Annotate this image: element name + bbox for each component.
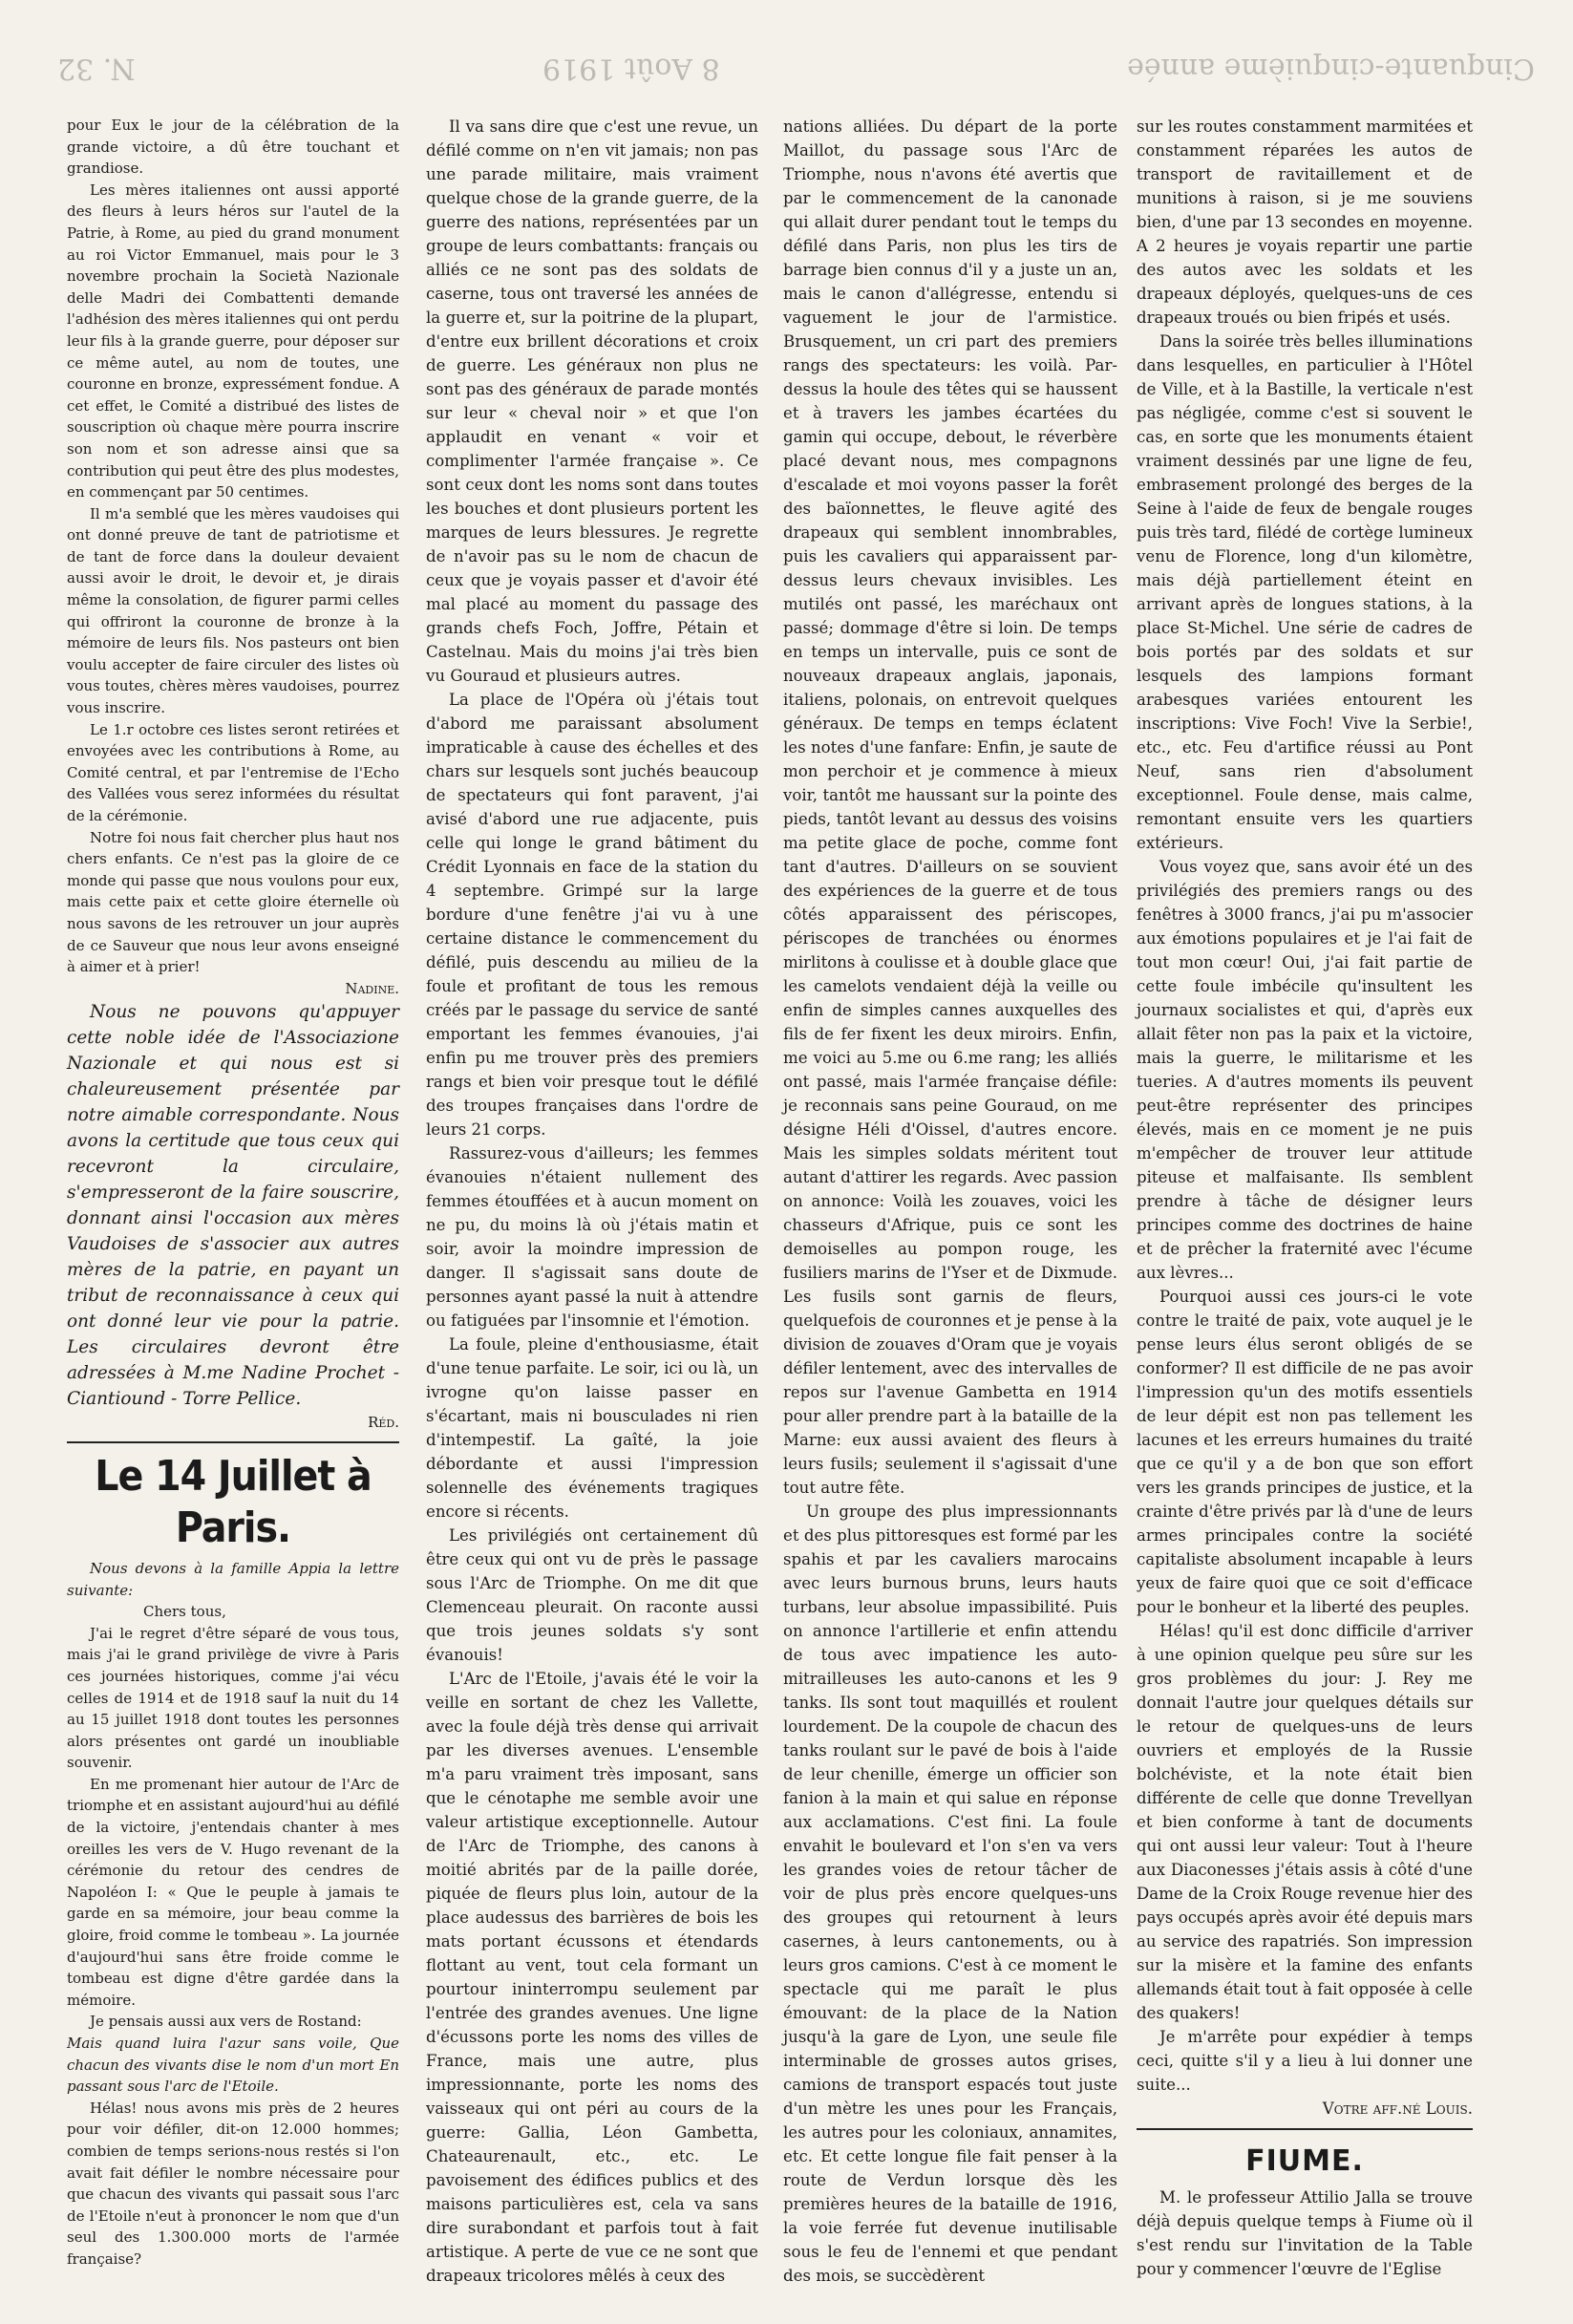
divider: [67, 1441, 399, 1443]
paragraph: Les mères italiennes ont aussi apporté des fleurs à leurs héros sur l'autel de la Patrie, à Rome, au pied du grand monument au roi Victor Emmanuel, mais pour le 3 novembre prochain la Società Nazionale delle Madri dei Combattenti demande l'adhésion des mères italiennes qui ont perdu leur fils à la grande guerre, pour déposer sur ce même autel, au nom de toutes, une couronne en bronze, expressément fondue. A cet effet, le Comité a distribué des listes de souscription où chaque mère pourra inscrire son nom et son adresse ainsi que sa contribution qui peut être des plus modestes, en commençant par 50 centimes.: [67, 181, 399, 501]
article-intro: Nous devons à la famille Appia la lettre suivante:: [67, 1559, 399, 1599]
editor-signature: Réd.: [368, 1414, 399, 1432]
column-3: [783, 115, 1117, 2288]
paragraph: Il va sans dire que c'est une revue, un défilé comme on n'en vit jamais; non pas une parade militaire, mais vraiment quelque chose de la grande guerre, de la guerre des nations, représentées par un groupe de leurs combattants: français ou alliés ce ne sont pas des soldats de caserne, tous ont traversé les années de la guerre et, sur la poitrine de la plupart, d'entre eux brillent décorations et croix de guerre. Les généraux non plus ne sont pas des généraux de parade montés sur leur « cheval noir » et que l'on applaudit en venant « voir et complimenter l'armée française ». Ce sont ceux dont les noms sont dans toutes les bouches et dont plusieurs portent les marques de leurs blessures. Je regrette de n'avoir pas su le nom de chacun de ceux que je voyais passer et d'avoir été mal placé au moment du passage des grands chefs Foch, Joffre, Pétain et Castelnau. Mais du moins j'ai très bien vu Gouraud et plusieurs autres.: [426, 117, 758, 685]
paragraph: Je pensais aussi aux vers de Rostand:: [90, 2013, 362, 2031]
paragraph: Le 1.r octobre ces listes seront retirées et envoyées avec les contributions à Rome, au Comité central, et par l'entremise de l'Echo des Vallées vous serez informées du résultat de la cérémonie.: [67, 720, 399, 824]
verse-quote: Mais quand luira l'azur sans voile, Que chacun des vivants dise le nom d'un mort En passant sous l'arc de l'Etoile.: [67, 2035, 399, 2096]
paragraph: L'Arc de l'Etoile, j'avais été le voir la veille en sortant de chez les Vallette, avec la foule déjà très dense qui arrivait par les diverses avenues. L'ensemble m'a paru vraiment très imposant, sans que le cénotaphe me semble avoir une valeur artistique exceptionnelle. Autour de l'Arc de Triomphe, des canons à moitié abrités par de la paille dorée, piquée de fleurs plus loin, autour de la place audessus des barrières de bois les mats portant écussons et étendards flottant au vent, tout cela formant un pourtour ininterrompu seulement par l'entrée des grandes avenues. Une ligne d'écussons porte les noms des villes de France, mais une autre, plus impressionnante, porte les noms des vaisseaux qui ont péri au cours de la guerre: Gallia, Léon Gambetta, Chateaurenault, etc., etc. Le pavoisement des édifices publics et des maisons particulières est, cela va sans dire surabondant et parfois tout à fait artistique. A perte de vue ce ne sont que drapeaux tricolores mêlés à ceux des: [426, 1670, 758, 2285]
paragraph: nations alliées. Du départ de la porte Maillot, du passage sous l'Arc de Triomphe, nous n'avons été avertis que par le commencement de la canonade qui allait durer pendant tout le temps du défilé dans Paris, non plus les tirs de barrage bien connus d'il y a juste un an, mais le canon d'allégresse, entendu si vaguement le jour de l'armistice. Brusquement, un cri part des premiers rangs des spectateurs: les voilà. Par-dessus la houle des têtes qui se haussent et à travers les jambes écartées du gamin qui occupe, debout, le réverbère placé devant nous, mes compagnons d'escalade et moi voyons passer la forêt des baïonnettes, le fleuve agité des drapeaux qui semblent innombrables, puis les cavaliers qui apparaissent par-dessus leurs chevaux invisibles. Les mutilés ont passé, les maréchaux ont passé; dommage d'être si loin. De temps en temps un intervalle, puis ce sont de nouveaux drapeaux anglais, japonais, italiens, polonais, on entrevoit quelques généraux. De temps en temps éclatent les notes d'une fanfare: Enfin, je saute de mon perchoir et je commence à mieux voir, tantôt me haussant sur la pointe des pieds, tantôt levant au dessus des voisins ma petite glace de poche, comme font tant d'autres. D'ailleurs on se souvient des expériences de la guerre et de tous côtés apparaissent des périscopes, périscopes de tranchées ou énormes mirlitons à coulisse et à double glace que les camelots vendaient déjà la veille ou enfin de simples cannes auxquelles des fils de fer fixent les deux miroirs. Enfin, me voici au 5.me ou 6.me rang; les alliés ont passé, mais l'armée française défile: je reconnais sans peine Gouraud, on me désigne Héli d'Oissel, d'autres encore. Mais les simples soldats méritent tout autant d'attirer les regards. Avec passion on annonce: Voilà les zouaves, voici les chasseurs d'Afrique, puis ce sont les demoiselles au pompon rouge, les fusiliers marins de l'Yser et de Dixmude. Les fusils sont garnis de fleurs, quelquefois de couronnes et je pense à la division de zouaves d'Oram que je voyais défiler lentement, avec des intervalles de repos sur l'avenue Gambetta en 1914 pour aller prendre part à la bataille de la Marne: eux aussi avaient des fleurs à leurs fusils; seulement il s'agissait d'une tout autre fête.: [783, 117, 1117, 1497]
article-title: FIUME.: [1245, 2144, 1364, 2178]
article-title: Le 14 Juillet à Paris.: [95, 1451, 372, 1552]
issue-date: 8 Août 1919: [542, 52, 720, 86]
paragraph: sur les routes constamment marmitées et constamment réparées les autos de transport de ravitaillement et de munitions à raison, si je me souviens bien, d'une par 13 secondes en moyenne. A 2 heures je voyais repartir une partie des autos avec les soldats et les drapeaux déployés, quelques-uns de ces drapeaux troués ou bien fripés et usés.: [1137, 117, 1473, 327]
salutation: Chers tous,: [143, 1603, 226, 1621]
paragraph: Les privilégiés ont certainement dû être ceux qui ont vu de près le passage sous l'Arc de Triomphe. On me dit que Clemenceau pleurait. On raconte aussi que trois jeunes soldats s'y sont évanouis!: [426, 1526, 758, 1664]
paragraph: La foule, pleine d'enthousiasme, était d'une tenue parfaite. Le soir, ici ou là, un ivrogne qu'on laisse passer en s'écartant, mais ni bousculades ni rien d'intempestif. La gaîté, la joie débordante et aussi l'impression solennelle des événements tragiques encore si récents.: [426, 1335, 758, 1521]
paragraph: Il m'a semblé que les mères vaudoises qui ont donné preuve de tant de patriotisme et de tant de force dans la douleur devaient aussi avoir le droit, le devoir et, je dirais même la consolation, de figurer parmi celles qui offriront la couronne de bronze à la mémoire de leurs fils. Nos pasteurs ont bien voulu accepter de faire circuler des listes où vous toutes, chères mères vaudoises, pourrez vous inscrire.: [67, 504, 399, 717]
paragraph: Hélas! nous avons mis près de 2 heures pour voir défiler, dit-on 12.000 hommes; combien de temps serions-nous restés si l'on avait fait défiler le nombre nécessaire pour que chacun des vivants qui passait sous l'arc de l'Etoile n'eut à prononcer le nom que d'un seul des 1.300.000 morts de l'armée française?: [67, 2099, 399, 2268]
paragraph: Notre foi nous fait chercher plus haut nos chers enfants. Ce n'est pas la gloire de ce monde qui passe que nous voulons pour eux, mais cette paix et cette gloire éternelle où nous savons de les retrouver un jour auprès de ce Sauveur que nous leur avons enseigné à aimer et à prier!: [67, 828, 399, 976]
volume-label: Cinquante-cinquième année: [1127, 52, 1535, 86]
paragraph: Je m'arrête pour expédier à temps ceci, quitte s'il y a lieu à lui donner une suite...: [1137, 2028, 1473, 2094]
paragraph: La place de l'Opéra où j'étais tout d'abord me paraissant absolument impraticable à cause des échelles et des chars sur lesquels sont juchés beaucoup de spectateurs qui font paravent, j'ai avisé d'abord une rue adjacente, puis celle qui longe le grand bâtiment du Crédit Lyonnais en face de la station du 4 septembre. Grimpé sur la large bordure d'une fenêtre j'ai vu à une certaine distance le commencement du défilé, puis descendu au milieu de la foule et profitant de tous les remous créés par le passage du service de santé emportant les femmes évanouies, j'ai enfin pu me trouver près des premiers rangs et bien voir presque tout le défilé des troupes françaises dans l'ordre de leurs 21 corps.: [426, 691, 758, 1139]
paragraph: Pourquoi aussi ces jours-ci le vote contre le traité de paix, vote auquel je le pense leurs élus seront obligés de se conformer? Il est difficile de ne pas avoir l'impression qu'un des motifs essentiels de leur dépit est non pas tellement les lacunes et les erreurs humaines du traité que ce qu'il y a de bon que son effort vers les grands principes de justice, et la crainte d'être privés par là d'une de leurs armes principales contre la société capitaliste absolument incapable à leurs yeux de faire quoi que ce soit d'efficace pour le bonheur et la liberté des peuples.: [1137, 1288, 1473, 1616]
signature: Nadine.: [345, 979, 399, 997]
paragraph: Rassurez-vous d'ailleurs; les femmes évanouies n'étaient nullement des femmes étouffées et à aucun moment on ne pu, du moins là où j'étais matin et soir, avoir la moindre impression de danger. Il s'agissait sans doute de personnes ayant passé la nuit à attendre ou fatiguées par l'insomnie et l'émotion.: [426, 1144, 758, 1330]
column-4: [1137, 115, 1473, 2281]
paragraph: Hélas! qu'il est donc difficile d'arriver à une opinion quelque peu sûre sur les gros problèmes du jour: J. Rey me donnait l'autre jour quelques détails sur le retour de quelques-uns de leurs ouvriers et employés de la Russie bolchéviste, et la note était bien différente de celle que donne Trevellyan et bien conforme à tant de documents qui ont aussi leur valeur: Tout à l'heure aux Diaconesses j'étais assis à côté d'une Dame de la Croix Rouge revenue hier des pays occupés après avoir été depuis mars au service des rapatriés. Son impression sur la misère et la famine des enfants allemands était tout à fait opposée à celle des quakers!: [1137, 1622, 1473, 2022]
paragraph: M. le professeur Attilio Jalla se trouve déjà depuis quelque temps à Fiume où il s'est rendu sur l'invitation de la Table pour y commencer l'œuvre de l'Eglise: [1137, 2188, 1473, 2278]
paragraph: J'ai le regret d'être séparé de vous tous, mais j'ai le grand privilège de vivre à Paris ces journées historiques, comme j'ai vécu celles de 1914 et de 1918 sauf la nuit du 14 au 15 juillet 1918 dont toutes les personnes alors présentes ont gardé un inoubliable souvenir.: [67, 1624, 399, 1772]
page-number: N. 32: [57, 52, 136, 86]
divider: [1137, 2128, 1473, 2130]
paragraph: pour Eux le jour de la célébration de la grande victoire, a dû être touchant et grandiose.: [67, 117, 399, 178]
running-head-bleedthrough: [57, 50, 1535, 88]
paragraph: Un groupe des plus impressionnants et des plus pittoresques est formé par les spahis et par les cavaliers marocains avec leurs burnous bruns, leurs hauts turbans, leur absolue impassibilité. Puis on annonce l'artillerie et enfin attendu de tous avec impatience les auto-mitrailleuses les auto-canons et les 9 tanks. Ils sont tout maquillés et roulent lourdement. De la coupole de chacun des tanks roulant sur le pavé de bois à l'aide de leur chenille, émerge un officier son fanion à la main et qui salue en réponse aux acclamations. C'est fini. La foule envahit le boulevard et l'on s'en va vers les grandes voies de retour tâcher de voir de plus près encore quelques-uns des groupes qui retournent à leurs casernes, à leurs cantonements, ou à leurs gros camions. C'est à ce moment le spectacle qui me paraît le plus émouvant: de la place de la Nation jusqu'à la gare de Lyon, une seule file interminable de grosses autos grises, camions de transport espacés tout juste d'un mètre les unes pour les Français, les autres pour les coloniaux, annamites, etc. Et cette longue file fait penser à la route de Verdun lorsque dès les premières heures de la bataille de 1916, la voie ferrée fut devenue inutilisable sous le feu de l'ennemi et que pendant des mois, se succèdèrent: [783, 1503, 1117, 2285]
paragraph: Vous voyez que, sans avoir été un des privilégiés des premiers rangs ou des fenêtres à 3000 francs, j'ai pu m'associer aux émotions populaires et je l'ai fait de tout mon cœur! Oui, j'ai fait partie de cette foule imbécile qu'insultent les journaux socialistes et qui, d'après eux allait fêter non pas la paix et la victoire, mais la guerre, le militarisme et les tueries. A d'autres moments ils peuvent peut-être représenter des principes élevés, mais en ce moment je ne puis m'empêcher de trouver leur attitude piteuse et malfaisante. Ils semblent prendre à tâche de désigner leurs principes comme des doctrines de haine et de prêcher la fraternité avec l'écume aux lèvres...: [1137, 858, 1473, 1282]
paragraph: Dans la soirée très belles illuminations dans lesquelles, en particulier à l'Hôtel de Ville, et à la Bastille, la verticale n'est pas négligée, comme c'est si souvent le cas, en sorte que les monuments étaient vraiment dessinés par une ligne de feu, embrasement prolongé des berges de la Seine à l'aide de feux de bengale rouges puis très tard, filédé de cortège lumineux venu de Florence, long d'un kilomètre, mais déjà partiellement éteint en arrivant après de longues stations, à la place St-Michel. Une série de cadres de bois portés par des soldats et sur lesquels des lampions formant arabesques variées entourent les inscriptions: Vive Foch! Vive la Serbie!, etc., etc. Feu d'artifice réussi au Pont Neuf, sans rien d'absolument exceptionnel. Foule dense, mais calme, remontant ensuite vers les quartiers extérieurs.: [1137, 332, 1473, 852]
column-1: [67, 115, 399, 2271]
column-2: [426, 115, 758, 2288]
signature: Votre aff.né Louis.: [1322, 2100, 1473, 2118]
paragraph: En me promenant hier autour de l'Arc de triomphe et en assistant aujourd'hui au défilé de la victoire, j'entendais chanter à mes oreilles les vers de V. Hugo revenant de la cérémonie du retour des cendres de Napoléon I: « Que le peuple à jamais te garde en sa mémoire, jour beau comme la gloire, froid comme le tombeau ». La journée d'aujourd'hui sans être froide comme le tombeau est digne d'être gardée dans la mémoire.: [67, 1775, 399, 2009]
editor-note: Nous ne pouvons qu'appuyer cette noble idée de l'Associazione Nazionale et qui nous est si chaleureusement présentée par notre aimable correspondante. Nous avons la certitude que tous ceux qui recevront la circulaire, s'empresseront de la faire souscrire, donnant ainsi l'occasion aux mères Vaudoises de s'associer aux autres mères de la patrie, en payant un tribut de reconnaissance à ceux qui ont donné leur vie pour la patrie. Les circulaires devront être adressées à M.me Nadine Prochet - Ciantiound - Torre Pellice.: [67, 1002, 399, 1410]
